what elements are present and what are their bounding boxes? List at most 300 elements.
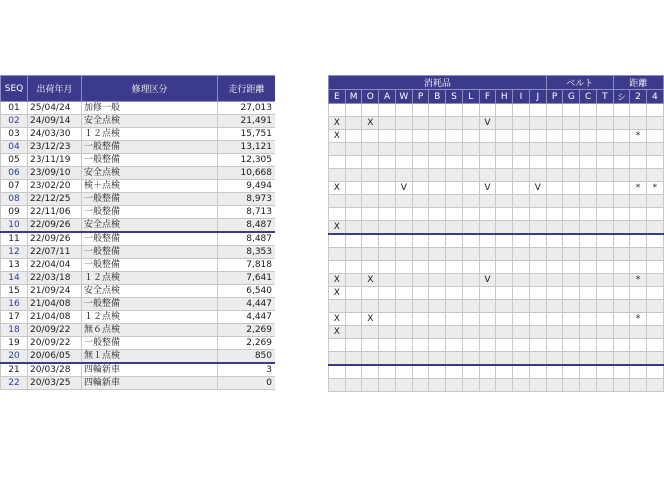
mark-cell — [613, 287, 630, 300]
mark-cell: V — [529, 182, 546, 195]
row-mileage: 8,487 — [218, 232, 276, 246]
mark-cell — [513, 274, 530, 287]
mark-cell — [529, 248, 546, 261]
header-repair-type[interactable]: 修理区分 — [82, 76, 218, 102]
mark-cell — [496, 234, 513, 248]
mark-cell — [362, 379, 379, 392]
row-mileage: 8,713 — [218, 206, 276, 219]
mark-cell — [462, 143, 479, 156]
mark-cell — [395, 261, 412, 274]
mark-cell — [529, 130, 546, 143]
mark-cell — [345, 143, 362, 156]
row-repair-type: 一般整備 — [82, 154, 218, 167]
mark-cell — [362, 326, 379, 339]
row-repair-type: １２点検 — [82, 272, 218, 285]
row-mileage: 4,447 — [218, 298, 276, 311]
table-row[interactable] — [1, 219, 276, 233]
mark-cell: * — [630, 130, 646, 143]
mark-cell — [345, 261, 362, 274]
mark-cell — [630, 169, 646, 182]
mark-cell — [462, 365, 479, 379]
mark-cell — [630, 248, 646, 261]
mark-cell — [596, 195, 613, 208]
table-row[interactable] — [1, 285, 276, 298]
mark-cell — [429, 130, 446, 143]
mark-cell — [379, 274, 396, 287]
mark-cell — [563, 195, 580, 208]
row-ship-date: 22/03/18 — [28, 272, 82, 285]
mark-cell — [462, 182, 479, 195]
mark-cell — [563, 287, 580, 300]
mark-cell — [613, 117, 630, 130]
mark-cell — [446, 234, 463, 248]
table-row[interactable] — [1, 128, 276, 141]
table-row[interactable] — [1, 246, 276, 259]
mark-cell — [462, 104, 479, 117]
mark-cell — [479, 248, 496, 261]
mark-cell — [412, 313, 429, 326]
mark-cell — [496, 156, 513, 169]
mark-cell — [379, 326, 396, 339]
mark-cell — [379, 104, 396, 117]
mark-cell — [630, 300, 646, 313]
table-row[interactable] — [1, 141, 276, 154]
mark-cell — [379, 313, 396, 326]
row-mileage: 12,305 — [218, 154, 276, 167]
table-row[interactable] — [1, 337, 276, 350]
row-seq: 19 — [1, 337, 28, 350]
mark-cell — [596, 182, 613, 195]
mark-cell — [546, 143, 563, 156]
table-row[interactable] — [1, 324, 276, 337]
row-ship-date: 22/12/25 — [28, 193, 82, 206]
mark-cell — [613, 208, 630, 221]
mark-cell — [362, 339, 379, 352]
mark-cell — [379, 352, 396, 366]
mark-cell — [462, 287, 479, 300]
subheader-col: F — [479, 90, 496, 104]
mark-cell — [613, 339, 630, 352]
marks-row[interactable] — [329, 365, 664, 379]
mark-cell — [529, 365, 546, 379]
row-ship-date: 21/04/08 — [28, 298, 82, 311]
mark-cell — [362, 208, 379, 221]
mark-cell: X — [362, 117, 379, 130]
mark-cell — [563, 156, 580, 169]
mark-cell — [529, 326, 546, 339]
mark-cell — [412, 117, 429, 130]
marks-row[interactable] — [329, 130, 664, 143]
mark-cell — [412, 208, 429, 221]
mark-cell — [429, 182, 446, 195]
table-row[interactable] — [1, 206, 276, 219]
marks-row[interactable] — [329, 104, 664, 117]
mark-cell: X — [329, 326, 346, 339]
mark-cell — [479, 339, 496, 352]
row-mileage: 13,121 — [218, 141, 276, 154]
row-ship-date: 23/02/20 — [28, 180, 82, 193]
mark-cell — [395, 326, 412, 339]
row-repair-type: 無６点検 — [82, 324, 218, 337]
row-repair-type: １２点検 — [82, 128, 218, 141]
mark-cell — [379, 234, 396, 248]
row-repair-type: 一般整備 — [82, 141, 218, 154]
spacer-column — [275, 75, 328, 401]
mark-cell — [446, 248, 463, 261]
mark-cell — [429, 221, 446, 235]
subheader-col: 4 — [646, 90, 663, 104]
mark-cell — [646, 365, 663, 379]
mark-cell — [563, 117, 580, 130]
mark-cell — [462, 248, 479, 261]
row-ship-date: 20/03/28 — [28, 363, 82, 377]
mark-cell — [596, 287, 613, 300]
row-ship-date: 25/04/24 — [28, 102, 82, 115]
mark-cell — [496, 208, 513, 221]
row-seq: 18 — [1, 324, 28, 337]
subheader-col: S — [446, 90, 463, 104]
mark-cell — [613, 195, 630, 208]
marks-row[interactable] — [329, 352, 664, 366]
mark-cell — [580, 352, 597, 366]
mark-cell — [546, 195, 563, 208]
mark-cell — [646, 117, 663, 130]
mark-cell — [379, 379, 396, 392]
row-ship-date: 21/09/24 — [28, 285, 82, 298]
mark-cell — [446, 169, 463, 182]
row-repair-type: 一般整備 — [82, 298, 218, 311]
marks-row[interactable] — [329, 248, 664, 261]
marks-row[interactable] — [329, 234, 664, 248]
mark-cell — [429, 313, 446, 326]
table-row[interactable] — [1, 154, 276, 167]
mark-cell — [395, 352, 412, 366]
row-mileage: 850 — [218, 350, 276, 364]
subheader-col: B — [429, 90, 446, 104]
row-seq: 20 — [1, 350, 28, 364]
row-ship-date: 23/09/10 — [28, 167, 82, 180]
mark-cell — [613, 326, 630, 339]
mark-cell — [613, 221, 630, 235]
marks-row[interactable] — [329, 208, 664, 221]
mark-cell — [329, 248, 346, 261]
mark-cell — [412, 352, 429, 366]
marks-row[interactable] — [329, 261, 664, 274]
mark-cell — [630, 221, 646, 235]
mark-cell — [630, 234, 646, 248]
mark-cell — [513, 117, 530, 130]
mark-cell — [613, 365, 630, 379]
marks-row[interactable] — [329, 313, 664, 326]
mark-cell — [412, 339, 429, 352]
mark-cell — [513, 379, 530, 392]
mark-cell — [646, 234, 663, 248]
mark-cell — [529, 143, 546, 156]
table-row[interactable] — [1, 311, 276, 324]
mark-cell — [412, 182, 429, 195]
mark-cell — [379, 130, 396, 143]
mark-cell — [362, 221, 379, 235]
mark-cell — [580, 326, 597, 339]
mark-cell — [362, 130, 379, 143]
mark-cell — [563, 182, 580, 195]
mark-cell — [479, 326, 496, 339]
mark-cell — [630, 156, 646, 169]
mark-cell — [429, 104, 446, 117]
mark-cell — [580, 117, 597, 130]
row-repair-type: 四輪新車 — [82, 377, 218, 390]
table-row[interactable] — [1, 377, 276, 390]
mark-cell — [345, 274, 362, 287]
mark-cell — [429, 326, 446, 339]
mark-cell — [362, 365, 379, 379]
mark-cell — [496, 195, 513, 208]
mark-cell — [412, 274, 429, 287]
mark-cell: * — [646, 182, 663, 195]
marks-row[interactable] — [329, 379, 664, 392]
mark-cell — [596, 300, 613, 313]
mark-cell: X — [329, 117, 346, 130]
mark-cell — [646, 221, 663, 235]
mark-cell: X — [329, 313, 346, 326]
row-mileage: 3 — [218, 363, 276, 377]
mark-cell — [596, 248, 613, 261]
mark-cell — [646, 352, 663, 366]
mark-cell — [345, 300, 362, 313]
mark-cell — [329, 195, 346, 208]
mark-cell — [429, 156, 446, 169]
mark-cell — [596, 326, 613, 339]
mark-cell — [580, 234, 597, 248]
row-seq: 10 — [1, 219, 28, 233]
mark-cell — [646, 104, 663, 117]
mark-cell — [580, 313, 597, 326]
mark-cell — [362, 182, 379, 195]
mark-cell — [546, 261, 563, 274]
row-seq: 03 — [1, 128, 28, 141]
mark-cell — [362, 261, 379, 274]
mark-cell — [345, 287, 362, 300]
mark-cell — [379, 261, 396, 274]
table-row[interactable] — [1, 232, 276, 246]
header-mileage[interactable]: 走行距離 — [218, 76, 276, 102]
mark-cell — [596, 261, 613, 274]
mark-cell — [646, 248, 663, 261]
row-ship-date: 23/11/19 — [28, 154, 82, 167]
mark-cell — [446, 326, 463, 339]
mark-cell — [429, 274, 446, 287]
subheader-col: P — [412, 90, 429, 104]
mark-cell — [379, 143, 396, 156]
row-repair-type: 一般整備 — [82, 232, 218, 246]
table-row[interactable] — [1, 350, 276, 364]
mark-cell — [329, 300, 346, 313]
mark-cell — [395, 379, 412, 392]
row-seq: 17 — [1, 311, 28, 324]
mark-cell — [446, 221, 463, 235]
marks-row[interactable] — [329, 287, 664, 300]
mark-cell — [596, 156, 613, 169]
mark-cell — [429, 117, 446, 130]
table-row[interactable] — [1, 363, 276, 377]
table-row[interactable] — [1, 272, 276, 285]
mark-cell — [546, 287, 563, 300]
service-history-table — [0, 75, 275, 390]
row-ship-date: 22/07/11 — [28, 246, 82, 259]
row-mileage: 27,013 — [218, 102, 276, 115]
row-ship-date: 20/03/25 — [28, 377, 82, 390]
marks-row[interactable] — [329, 143, 664, 156]
mark-cell — [646, 300, 663, 313]
table-row[interactable] — [1, 102, 276, 115]
mark-cell — [479, 130, 496, 143]
row-repair-type: 加修一般 — [82, 102, 218, 115]
mark-cell — [496, 104, 513, 117]
header-ship-date[interactable]: 出荷年月 — [28, 76, 82, 102]
mark-cell: V — [479, 274, 496, 287]
mark-cell — [513, 365, 530, 379]
row-mileage: 6,540 — [218, 285, 276, 298]
mark-cell — [496, 313, 513, 326]
mark-cell — [580, 104, 597, 117]
mark-cell — [563, 248, 580, 261]
mark-cell — [395, 339, 412, 352]
mark-cell — [412, 326, 429, 339]
mark-cell — [596, 379, 613, 392]
row-mileage: 15,751 — [218, 128, 276, 141]
mark-cell — [395, 313, 412, 326]
marks-row[interactable] — [329, 156, 664, 169]
mark-cell — [596, 221, 613, 235]
mark-cell — [580, 208, 597, 221]
mark-cell — [429, 234, 446, 248]
mark-cell: X — [329, 182, 346, 195]
mark-cell — [563, 130, 580, 143]
marks-row[interactable] — [329, 195, 664, 208]
mark-cell — [513, 287, 530, 300]
mark-cell — [496, 274, 513, 287]
mark-cell — [496, 143, 513, 156]
row-seq: 01 — [1, 102, 28, 115]
marks-row[interactable] — [329, 182, 664, 195]
row-seq: 02 — [1, 115, 28, 128]
mark-cell — [546, 365, 563, 379]
mark-cell — [496, 182, 513, 195]
mark-cell — [546, 352, 563, 366]
mark-cell — [446, 117, 463, 130]
mark-cell — [546, 313, 563, 326]
row-ship-date: 22/04/04 — [28, 259, 82, 272]
mark-cell — [630, 287, 646, 300]
mark-cell — [613, 104, 630, 117]
mark-cell — [496, 117, 513, 130]
mark-cell — [596, 274, 613, 287]
mark-cell — [546, 156, 563, 169]
mark-cell — [596, 208, 613, 221]
table-row[interactable] — [1, 167, 276, 180]
mark-cell — [446, 195, 463, 208]
marks-row[interactable] — [329, 169, 664, 182]
mark-cell — [345, 379, 362, 392]
mark-cell — [580, 221, 597, 235]
mark-cell — [563, 169, 580, 182]
mark-cell — [546, 117, 563, 130]
row-seq: 13 — [1, 259, 28, 272]
mark-cell — [345, 248, 362, 261]
mark-cell — [429, 143, 446, 156]
mark-cell — [446, 143, 463, 156]
marks-row[interactable] — [329, 117, 664, 130]
row-seq: 07 — [1, 180, 28, 193]
table-row[interactable] — [1, 259, 276, 272]
mark-cell — [462, 326, 479, 339]
row-seq: 05 — [1, 154, 28, 167]
mark-cell — [630, 195, 646, 208]
subheader-col: A — [379, 90, 396, 104]
mark-cell — [529, 221, 546, 235]
mark-cell — [513, 182, 530, 195]
mark-cell — [395, 156, 412, 169]
mark-cell — [646, 339, 663, 352]
mark-cell — [630, 143, 646, 156]
mark-cell — [362, 169, 379, 182]
table-row[interactable] — [1, 193, 276, 206]
mark-cell — [345, 352, 362, 366]
mark-cell — [462, 339, 479, 352]
mark-cell — [379, 208, 396, 221]
mark-cell — [513, 313, 530, 326]
mark-cell — [429, 339, 446, 352]
mark-cell — [462, 208, 479, 221]
marks-row[interactable] — [329, 300, 664, 313]
mark-cell — [462, 261, 479, 274]
mark-cell — [395, 195, 412, 208]
row-mileage: 7,818 — [218, 259, 276, 272]
subheader-col: C — [580, 90, 597, 104]
mark-cell — [395, 169, 412, 182]
row-seq: 12 — [1, 246, 28, 259]
mark-cell — [529, 339, 546, 352]
row-ship-date: 24/09/14 — [28, 115, 82, 128]
row-ship-date: 22/09/26 — [28, 219, 82, 233]
mark-cell — [345, 195, 362, 208]
mark-cell — [379, 221, 396, 235]
mark-cell — [513, 169, 530, 182]
header-group-belt: ベルト — [546, 76, 613, 90]
mark-cell — [479, 287, 496, 300]
mark-cell — [395, 300, 412, 313]
mark-cell — [329, 379, 346, 392]
marks-row[interactable] — [329, 274, 664, 287]
mark-cell — [329, 143, 346, 156]
mark-cell — [412, 156, 429, 169]
mark-cell — [395, 365, 412, 379]
mark-cell — [546, 169, 563, 182]
table-row[interactable] — [1, 298, 276, 311]
marks-row[interactable] — [329, 326, 664, 339]
header-seq[interactable]: SEQ — [1, 76, 28, 102]
table-row[interactable] — [1, 180, 276, 193]
marks-row[interactable] — [329, 339, 664, 352]
mark-cell — [513, 221, 530, 235]
mark-cell — [379, 156, 396, 169]
mark-cell — [580, 300, 597, 313]
mark-cell — [580, 339, 597, 352]
marks-row[interactable] — [329, 221, 664, 235]
mark-cell — [362, 104, 379, 117]
table-row[interactable] — [1, 115, 276, 128]
mark-cell — [580, 156, 597, 169]
